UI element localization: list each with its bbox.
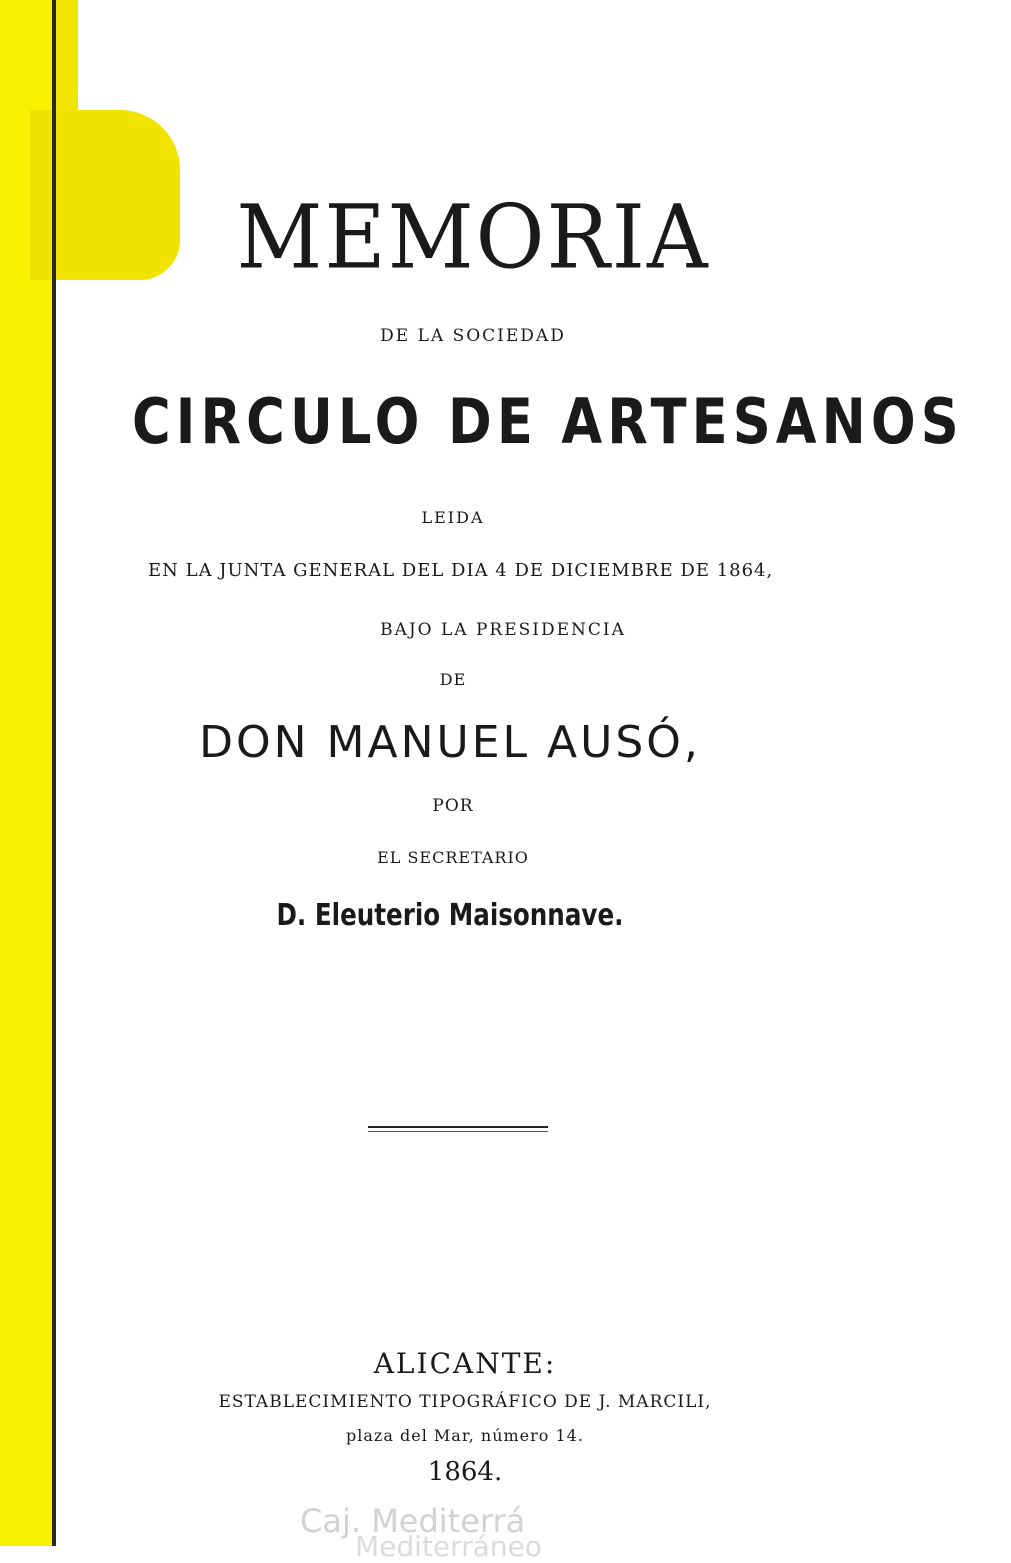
subtitle-society: DE LA SOCIEDAD xyxy=(380,326,566,346)
by-label: POR xyxy=(432,796,474,816)
imprint-printer: ESTABLECIMIENTO TIPOGRÁFICO DE J. MARCILI, xyxy=(218,1392,712,1412)
spine-edge-line xyxy=(52,0,56,1546)
of-label: DE xyxy=(439,670,467,689)
secretary-name: D. Eleuterio Maisonnave. xyxy=(276,898,624,933)
society-name: CIRCULO DE ARTESANOS xyxy=(132,385,964,458)
spine-tear-top xyxy=(56,0,78,110)
meeting-line: EN LA JUNTA GENERAL DEL DIA 4 DE DICIEMBRE DE 1864, xyxy=(148,560,774,581)
divider-rule-thin xyxy=(368,1131,548,1132)
imprint-address: plaza del Mar, número 14. xyxy=(346,1426,584,1445)
read-label: LEIDA xyxy=(421,508,485,527)
divider-rule xyxy=(368,1126,548,1128)
document-title: MEMORIA xyxy=(236,185,710,289)
library-watermark-2: Mediterráneo xyxy=(355,1530,542,1563)
library-watermark: Caj. Mediterrá xyxy=(300,1502,526,1540)
imprint-year: 1864. xyxy=(427,1457,503,1487)
president-name: DON MANUEL AUSÓ, xyxy=(199,717,701,768)
presidency-line: BAJO LA PRESIDENCIA xyxy=(380,620,626,640)
secretary-label: EL SECRETARIO xyxy=(377,848,529,867)
imprint-city: ALICANTE: xyxy=(373,1347,557,1380)
